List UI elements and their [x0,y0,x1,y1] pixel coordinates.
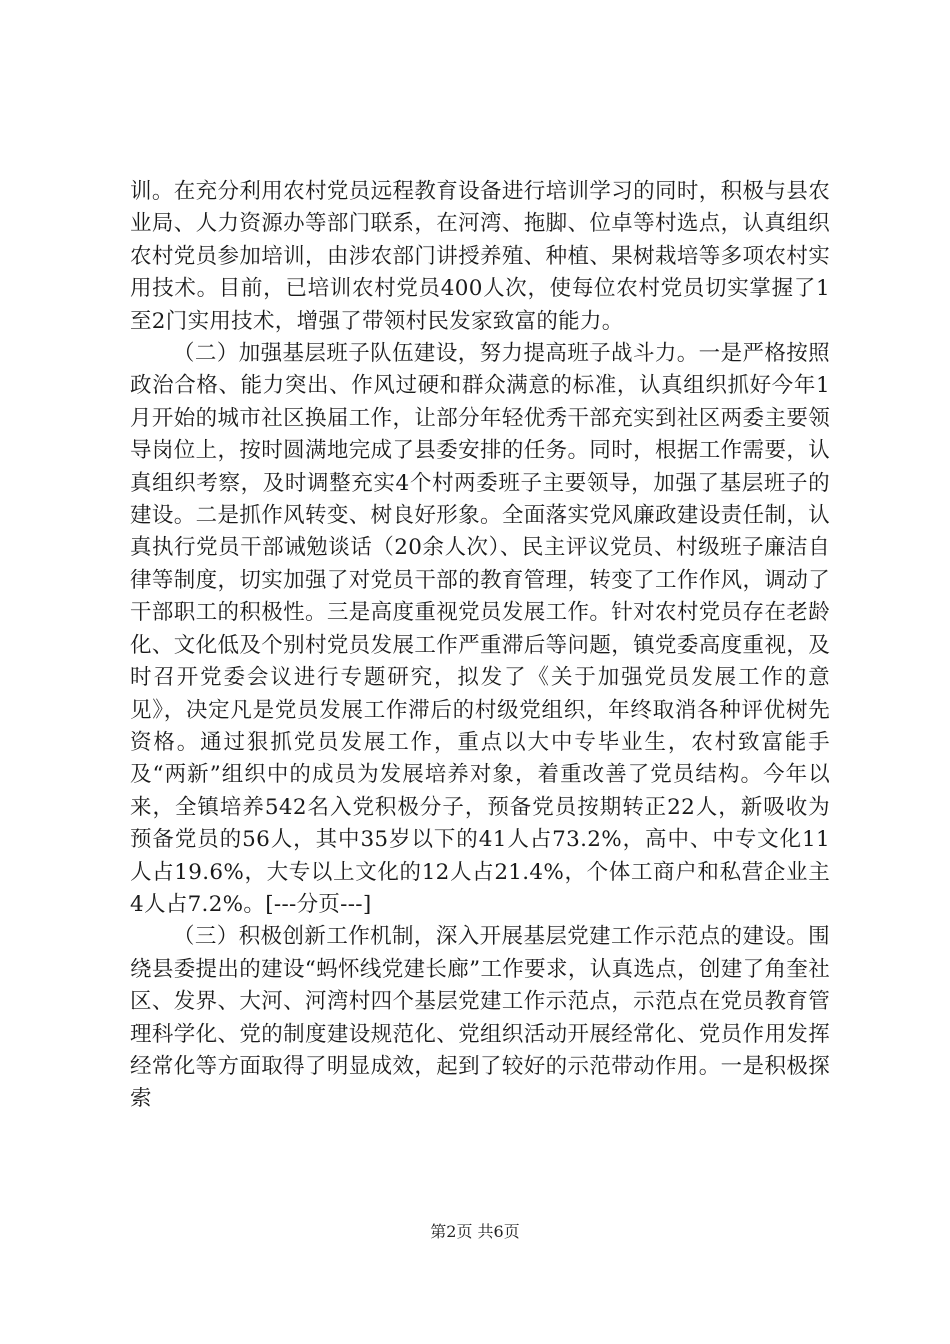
paragraph-continuation: 训。在充分利用农村党员远程教育设备进行培训学习的同时，积极与县农业局、人力资源办等部门联系，在河湾、拖脚、位卓等村选点，认真组织农村党员参加培训，由涉农部门讲授养殖、种植、果树栽培等多项农村实用技术。目前，已培训农村党员400人次，使每位农村党员切实掌握了1至2门实用技术，增强了带领村民发家致富的能力。 [130,179,830,334]
page-body [130,176,830,1116]
paragraph-section-two: （二）加强基层班子队伍建设，努力提高班子战斗力。一是严格按照政治合格、能力突出、作风过硬和群众满意的标准，认真组织抓好今年1月开始的城市社区换届工作，让部分年轻优秀干部充实到社区两委主要领导岗位上，按时圆满地完成了县委安排的任务。同时，根据工作需要，认真组织考察，及时调整充实4个村两委班子主要领导，加强了基层班子的建设。二是抓作风转变、树良好形象。全面落实党风廉政建设责任制，认真执行党员干部诫勉谈话（20余人次）、民主评议党员、村级班子廉洁自律等制度，切实加强了对党员干部的教育管理，转变了工作作风，调动了干部职工的积极性。三是高度重视党员发展工作。针对农村党员存在老龄化、文化低及个别村党员发展工作严重滞后等问题，镇党委高度重视，及时召开党委会议进行专题研究，拟发了《关于加强党员发展工作的意见》，决定凡是党员发展工作滞后的村级党组织，年终取消各种评优树先资格。通过狠抓党员发展工作，重点以大中专毕业生，农村致富能手及“两新”组织中的成员为发展培养对象，着重改善了党员结构。今年以来，全镇培养542名入党积极分子，预备党员按期转正22人，新吸收为预备党员的56人，其中35岁以下的41人占73.2%，高中、中专文化11人占19.6%，大专以上文化的12人占21.4%，个体工商户和私营企业主4人占7.2%。[---分页---] [130,341,830,917]
paragraph-section-three: （三）积极创新工作机制，深入开展基层党建工作示范点的建设。围绕县委提出的建设“蚂怀线党建长廊”工作要求，认真选点，创建了角奎社区、发界、大河、河湾村四个基层党建工作示范点，示范点在党员教育管理科学化、党的制度建设规范化、党组织活动开展经常化、党员作用发挥经常化等方面取得了明显成效，起到了较好的示范带动作用。一是积极探索 [130,924,830,1112]
page-footer: 第2页 共6页 [430,1222,520,1241]
